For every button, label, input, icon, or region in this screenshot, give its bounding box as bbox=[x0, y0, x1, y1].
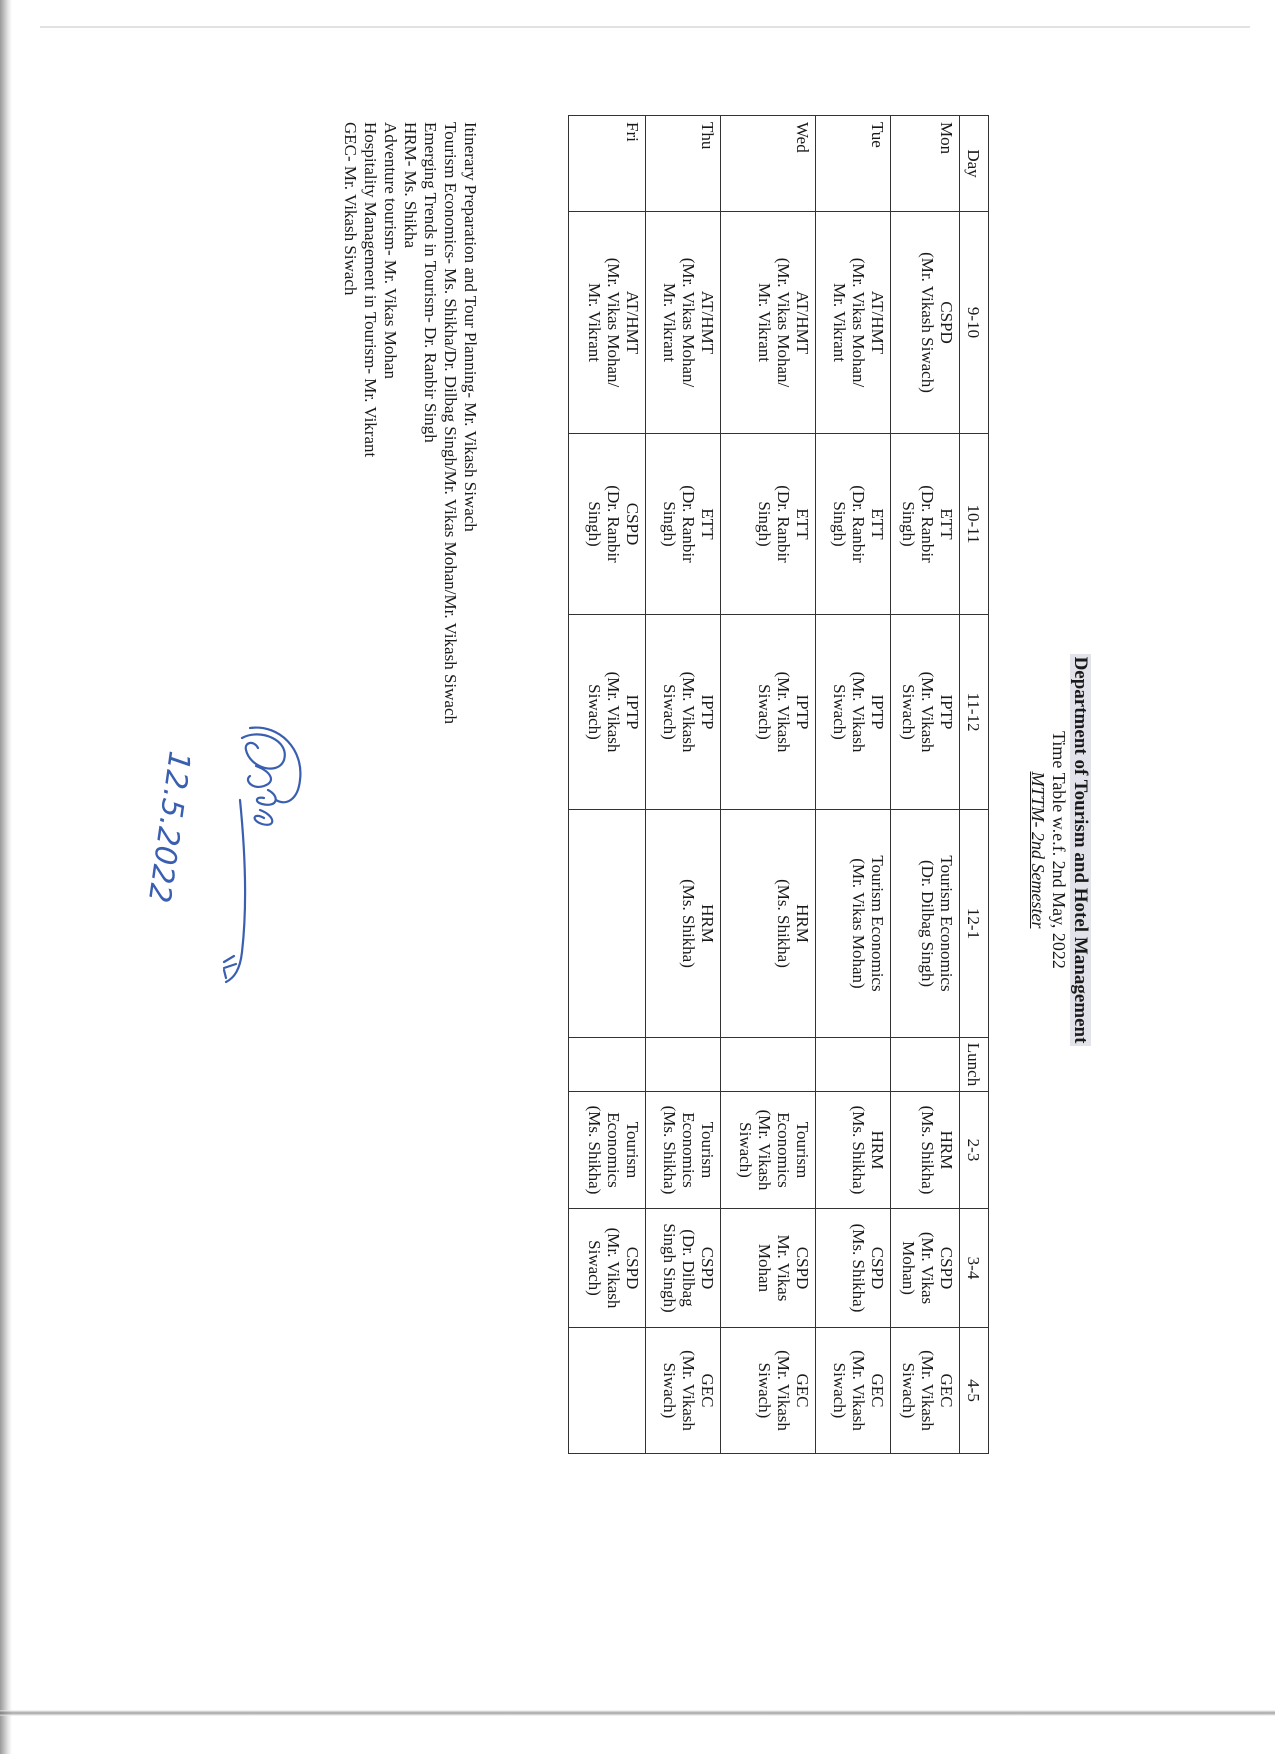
class-cell-line: Economics bbox=[604, 1112, 623, 1188]
class-cell bbox=[721, 1328, 816, 1454]
class-cell-line: Singh) bbox=[830, 501, 849, 547]
class-cell bbox=[721, 810, 816, 1038]
class-cell-line: (Mr. Vikash bbox=[918, 671, 937, 753]
class-cell bbox=[646, 1328, 721, 1454]
class-cell-line: AT/HMT bbox=[793, 290, 812, 355]
class-cell-line: IPTP bbox=[868, 694, 887, 730]
class-cell bbox=[646, 212, 721, 434]
class-cell bbox=[816, 810, 891, 1038]
class-cell-line: CSPD bbox=[937, 301, 956, 344]
class-cell-line: (Ms. Shikha) bbox=[585, 1105, 604, 1195]
class-cell-line: (Mr. Vikas Mohan) bbox=[849, 858, 868, 989]
class-cell-line: AT/HMT bbox=[623, 290, 642, 355]
document-header bbox=[1027, 610, 1091, 1090]
class-cell-line: Mr. Vikas bbox=[774, 1234, 793, 1302]
class-cell-line: Singh) bbox=[899, 501, 918, 547]
class-cell bbox=[569, 1092, 646, 1209]
day-cell: Fri bbox=[569, 116, 646, 212]
class-cell-line: (Mr. Vikash bbox=[604, 671, 623, 753]
class-cell-line: CSPD bbox=[793, 1246, 812, 1290]
class-cell-line: Siwach) bbox=[899, 1362, 918, 1419]
class-cell-line: (Dr. Dilbag Singh) bbox=[918, 859, 937, 988]
class-cell-line: ETT bbox=[868, 508, 887, 540]
column-header: Lunch bbox=[960, 1038, 989, 1092]
class-cell-line: (Mr. Vikash Siwach) bbox=[918, 252, 937, 393]
class-cell-line: (Mr. Vikas Mohan/ bbox=[849, 257, 868, 388]
class-cell bbox=[646, 1038, 721, 1092]
class-cell bbox=[891, 1328, 960, 1454]
class-cell bbox=[646, 810, 721, 1038]
class-cell-line: GEC bbox=[698, 1373, 717, 1408]
class-cell-line: (Ms. Shikha) bbox=[660, 1105, 679, 1195]
class-cell bbox=[891, 615, 960, 810]
column-header: 10-11 bbox=[960, 434, 989, 615]
class-cell-line: IPTP bbox=[793, 694, 812, 730]
class-cell-line: Tourism bbox=[698, 1121, 717, 1179]
class-cell-line: (Ms. Shikha) bbox=[679, 879, 698, 968]
class-cell-line: AT/HMT bbox=[868, 290, 887, 355]
class-cell-line: AT/HMT bbox=[698, 290, 717, 355]
class-cell-line: Mr. Vikrant bbox=[585, 283, 604, 362]
class-cell bbox=[891, 1209, 960, 1328]
class-cell-line: Singh) bbox=[755, 501, 774, 547]
class-cell-line: GEC bbox=[793, 1373, 812, 1408]
timetable-subtitle: Time Table w.e.f. 2nd May, 2022 bbox=[1049, 731, 1069, 969]
column-header: 12-1 bbox=[960, 810, 989, 1038]
class-cell-line: (Mr. Vikash bbox=[849, 1350, 868, 1431]
timetable-row bbox=[816, 116, 891, 1454]
class-cell-line: (Mr. Vikash bbox=[604, 1227, 623, 1309]
class-cell-line: (Mr. Vikas Mohan/ bbox=[774, 257, 793, 388]
class-cell-line: (Mr. Vikash bbox=[755, 1109, 774, 1191]
class-cell-line: (Dr. Dilbag bbox=[679, 1229, 698, 1307]
class-cell-line: (Mr. Vikash bbox=[679, 671, 698, 753]
class-cell bbox=[721, 212, 816, 434]
timetable-body bbox=[569, 116, 960, 1454]
class-cell-line: HRM bbox=[793, 904, 812, 943]
class-cell-line: Economics bbox=[774, 1112, 793, 1188]
class-cell-line: (Dr. Ranbir bbox=[679, 485, 698, 563]
legend-line: HRM- Ms. Shikha bbox=[401, 122, 420, 249]
column-header: 9-10 bbox=[960, 212, 989, 434]
class-cell-line: HRM bbox=[868, 1130, 887, 1170]
class-cell-line: Tourism bbox=[793, 1121, 812, 1179]
class-cell-line: Siwach) bbox=[660, 684, 679, 740]
signature-date: 12.5.2022 bbox=[140, 748, 197, 905]
legend-line: Adventure tourism- Mr. Vikas Mohan bbox=[381, 122, 400, 379]
class-cell-line: IPTP bbox=[623, 694, 642, 730]
timetable-grid bbox=[568, 115, 989, 1454]
class-cell-line: Siwach) bbox=[585, 684, 604, 740]
class-cell-line: (Ms. Shikha) bbox=[774, 879, 793, 968]
class-cell-line: HRM bbox=[698, 904, 717, 943]
class-cell-line: GEC bbox=[937, 1373, 956, 1408]
class-cell-line: (Dr. Ranbir bbox=[918, 485, 937, 563]
class-cell-line: (Mr. Vikash bbox=[849, 671, 868, 753]
column-header: 2-3 bbox=[960, 1092, 989, 1209]
class-cell bbox=[569, 434, 646, 615]
timetable-row bbox=[891, 116, 960, 1454]
class-cell-line: Siwach) bbox=[830, 1362, 849, 1419]
legend-line: Tourism Economics- Ms. Shikha/Dr. Dilbag Singh/Mr. Vikas Mohan/Mr. Vikash Siwach bbox=[441, 122, 460, 724]
class-cell bbox=[891, 434, 960, 615]
day-cell: Mon bbox=[891, 116, 960, 212]
class-cell-line: Mr. Vikrant bbox=[660, 283, 679, 362]
class-cell-line: (Ms. Shikha) bbox=[918, 1105, 937, 1195]
legend-line: Itinerary Preparation and Tour Planning- Mr. Vikash Siwach bbox=[461, 122, 480, 532]
class-cell-line: Siwach) bbox=[830, 684, 849, 740]
timetable-row bbox=[646, 116, 721, 1454]
class-cell bbox=[569, 1038, 646, 1092]
class-cell-line: (Mr. Vikas bbox=[918, 1231, 937, 1305]
class-cell bbox=[891, 1038, 960, 1092]
class-cell-line: CSPD bbox=[937, 1246, 956, 1290]
class-cell bbox=[816, 434, 891, 615]
class-cell-line: Mr. Vikrant bbox=[755, 283, 774, 362]
class-cell bbox=[569, 615, 646, 810]
class-cell bbox=[569, 1328, 646, 1454]
legend-line: GEC- Mr. Vikash Siwach bbox=[341, 122, 360, 296]
class-cell bbox=[721, 434, 816, 615]
class-cell-line: (Dr. Ranbir bbox=[774, 485, 793, 563]
class-cell-line: (Ms. Shikha) bbox=[849, 1223, 868, 1313]
course-legend bbox=[340, 122, 480, 1022]
day-cell: Wed bbox=[721, 116, 816, 212]
class-cell-line: ETT bbox=[698, 508, 717, 540]
class-cell-line: CSPD bbox=[698, 1246, 717, 1290]
class-cell bbox=[816, 1209, 891, 1328]
class-cell-line: IPTP bbox=[937, 694, 956, 730]
class-cell-line: (Mr. Vikas Mohan/ bbox=[679, 257, 698, 388]
class-cell bbox=[816, 1328, 891, 1454]
column-header: 3-4 bbox=[960, 1209, 989, 1328]
class-cell-line: Siwach) bbox=[660, 1362, 679, 1419]
legend-line: Emerging Trends in Tourism- Dr. Ranbir Singh bbox=[421, 122, 440, 443]
class-cell bbox=[646, 1092, 721, 1209]
class-cell bbox=[721, 615, 816, 810]
class-cell-line: (Mr. Vikash bbox=[918, 1350, 937, 1431]
class-cell-line: Economics bbox=[679, 1112, 698, 1188]
legend-line: Hospitality Management in Tourism- Mr. Vikrant bbox=[361, 122, 380, 458]
class-cell-line: Tourism Economics bbox=[868, 855, 887, 992]
class-cell bbox=[646, 434, 721, 615]
class-cell-line: CSPD bbox=[623, 502, 642, 546]
class-cell-line: Singh) bbox=[585, 501, 604, 547]
class-cell bbox=[816, 1092, 891, 1209]
class-cell bbox=[721, 1209, 816, 1328]
class-cell-line: ETT bbox=[937, 508, 956, 540]
department-title: Department of Tourism and Hotel Management bbox=[1070, 654, 1091, 1047]
timetable-header-row bbox=[960, 116, 989, 1454]
class-cell-line: (Mr. Vikash bbox=[774, 1350, 793, 1431]
class-cell-line: Tourism bbox=[623, 1121, 642, 1179]
class-cell-line: (Dr. Ranbir bbox=[849, 485, 868, 563]
class-cell-line: HRM bbox=[937, 1130, 956, 1170]
class-cell bbox=[816, 212, 891, 434]
class-cell-line: Siwach) bbox=[736, 1122, 755, 1178]
column-header: Day bbox=[960, 116, 989, 212]
class-cell-line: Singh) bbox=[660, 501, 679, 547]
class-cell bbox=[891, 1092, 960, 1209]
class-cell-line: Siwach) bbox=[899, 684, 918, 740]
class-cell bbox=[569, 810, 646, 1038]
class-cell-line: Tourism Economics bbox=[937, 855, 956, 992]
class-cell-line: CSPD bbox=[868, 1246, 887, 1290]
class-cell-line: Siwach) bbox=[755, 684, 774, 740]
class-cell-line: Mohan bbox=[755, 1243, 774, 1293]
class-cell-line: Mr. Vikrant bbox=[830, 283, 849, 362]
class-cell bbox=[891, 810, 960, 1038]
class-cell-line: (Ms. Shikha) bbox=[849, 1105, 868, 1195]
class-cell bbox=[816, 615, 891, 810]
class-cell bbox=[891, 212, 960, 434]
class-cell-line: (Mr. Vikas Mohan/ bbox=[604, 257, 623, 388]
class-cell-line: Siwach) bbox=[585, 1240, 604, 1296]
timetable-row bbox=[569, 116, 646, 1454]
column-header: 11-12 bbox=[960, 615, 989, 810]
class-cell-line: Siwach) bbox=[755, 1362, 774, 1419]
class-cell-line: Mohan) bbox=[899, 1241, 918, 1295]
class-cell-line: ETT bbox=[793, 508, 812, 540]
class-cell bbox=[721, 1092, 816, 1209]
class-cell bbox=[646, 615, 721, 810]
class-cell bbox=[721, 1038, 816, 1092]
day-cell: Thu bbox=[646, 116, 721, 212]
class-cell bbox=[646, 1209, 721, 1328]
column-header: 4-5 bbox=[960, 1328, 989, 1454]
class-cell bbox=[569, 212, 646, 434]
class-cell-line: (Mr. Vikash bbox=[679, 1350, 698, 1431]
class-cell bbox=[816, 1038, 891, 1092]
class-cell-line: (Mr. Vikash bbox=[774, 671, 793, 753]
day-cell: Tue bbox=[816, 116, 891, 212]
class-cell-line: IPTP bbox=[698, 694, 717, 730]
class-cell-line: Singh Singh) bbox=[660, 1223, 679, 1313]
timetable-row bbox=[721, 116, 816, 1454]
class-cell-line: CSPD bbox=[623, 1246, 642, 1290]
class-cell-line: (Dr. Ranbir bbox=[604, 485, 623, 563]
semester-title: MTTM- 2nd Semester bbox=[1028, 771, 1048, 929]
class-cell-line: GEC bbox=[868, 1373, 887, 1408]
class-cell bbox=[569, 1209, 646, 1328]
handwritten-signature bbox=[120, 720, 320, 1020]
